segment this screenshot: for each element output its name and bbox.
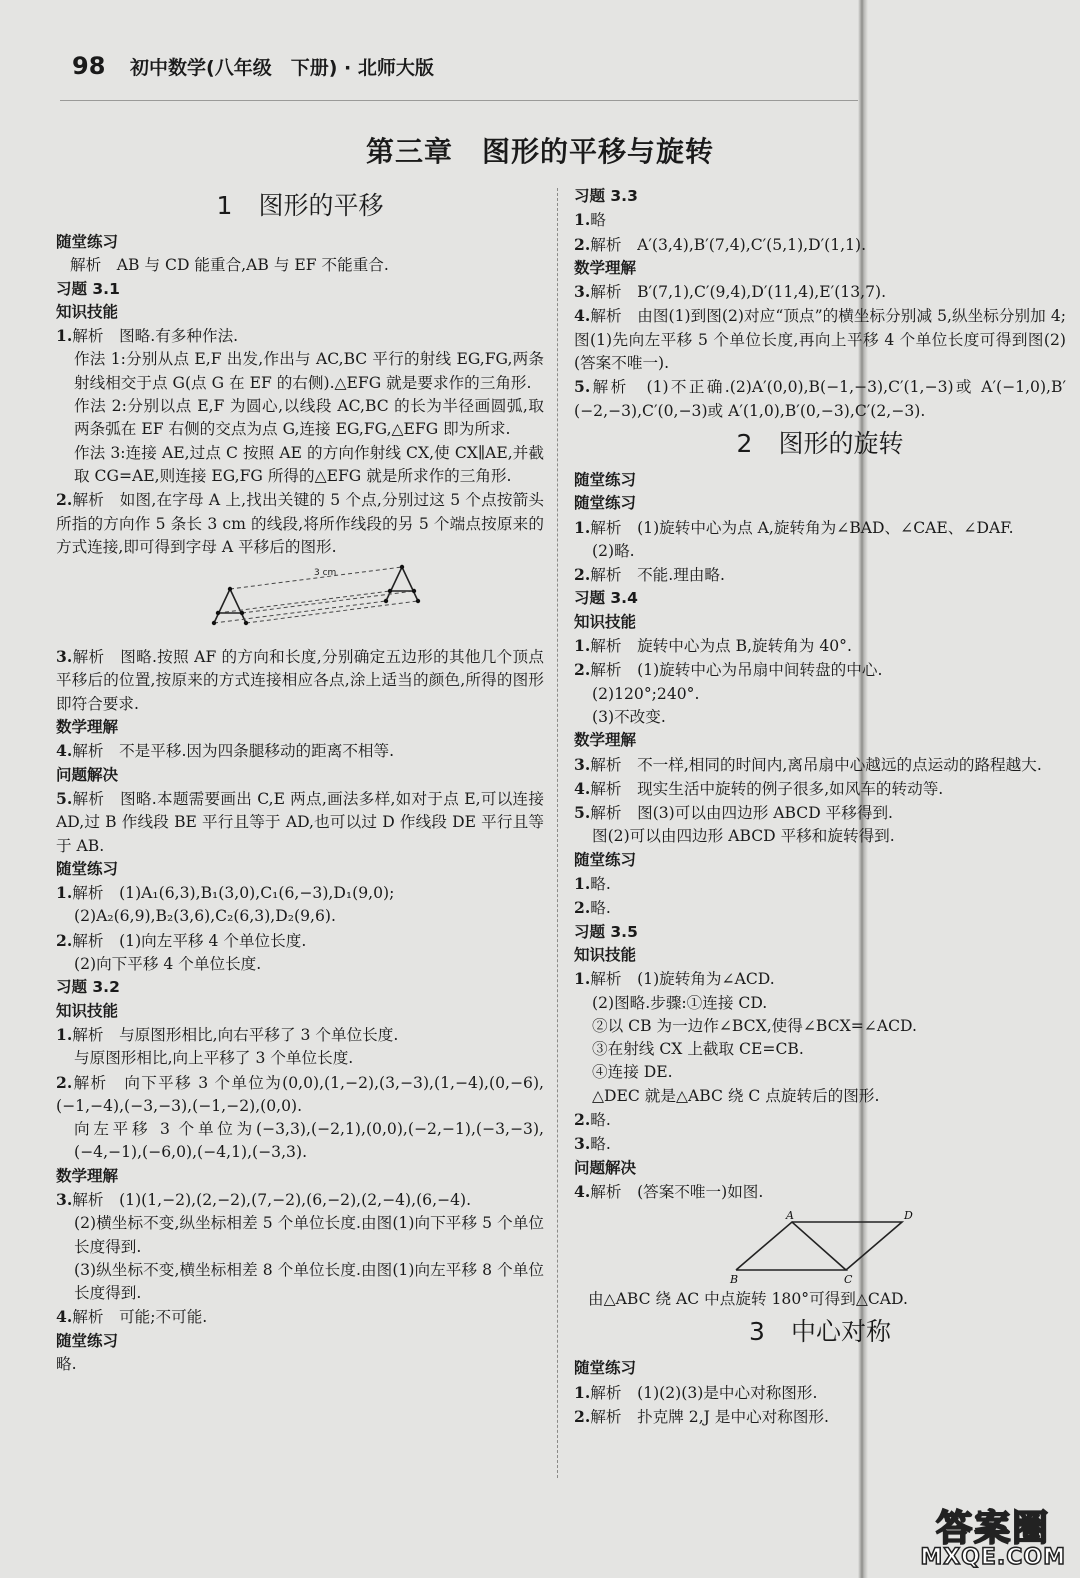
item-text: 解析 图略.有多种作法. (72, 327, 239, 346)
item-text: 略. (590, 1110, 611, 1129)
answer-item (56, 1023, 544, 1047)
subheading: 知识技能 (574, 612, 637, 631)
subheading: 随堂练习 (56, 859, 119, 878)
translation-segment (218, 591, 390, 613)
item-number: 2. (574, 234, 591, 254)
item-number: 1. (574, 874, 591, 894)
subheading: 数学理解 (574, 258, 637, 277)
item-number: 2. (574, 660, 591, 680)
subheading: 知识技能 (574, 945, 637, 964)
vertex-label: B (730, 1273, 739, 1287)
answer-item (574, 658, 1066, 682)
answer-text: (2)横坐标不变,纵坐标相差 5 个单位长度.由图(1)向下平移 5 个单位长度得到. (74, 1214, 544, 1256)
item-text: 解析 扑克牌 2,J 是中心对称图形. (590, 1408, 829, 1427)
answer-text: 作法 2:分别以点 E,F 为圆心,以线段 AC,BC 的长为半径画圆弧,取两条弧在 EF 右侧的交点为点 G,连接 EG,FG,△EFG 即为所求. (74, 397, 544, 439)
item-text: 解析 不是平移.因为四条腿移动的距离不相等. (72, 742, 395, 761)
key-point-translated (412, 589, 416, 593)
item-text: 略 (590, 211, 606, 230)
answer-item (56, 645, 544, 716)
answer-text: 作法 3:连接 AE,过点 C 按照 AE 的方向作射线 CX,使 CX∥AE,并截取 CG=AE,则连接 EG,FG 所得的△EFG 就是所求作的三角形. (74, 443, 544, 485)
subheading: 习题 3.2 (56, 978, 120, 997)
item-text: 解析 与原图形相比,向右平移了 3 个单位长度. (72, 1025, 399, 1044)
answer-item (574, 1108, 1066, 1132)
item-number: 1. (574, 1382, 591, 1402)
answer-item (574, 280, 1066, 304)
answer-item (574, 563, 1066, 587)
key-point-translated (384, 599, 388, 603)
item-number: 4. (56, 1307, 73, 1327)
column-divider (557, 188, 558, 1478)
item-number: 5. (574, 803, 591, 823)
triangle-abc (736, 1222, 846, 1270)
answer-item (56, 787, 544, 858)
subheading: 随堂练习 (56, 1331, 119, 1350)
item-text: 解析 (1)旋转中心为点 A,旋转角为∠BAD、∠CAE、∠DAF. (590, 518, 1014, 537)
item-text: 解析 可能;不可能. (72, 1308, 208, 1327)
triangle-cad (792, 1222, 902, 1270)
item-number: 1. (56, 883, 73, 903)
answer-text: 由△ABC 绕 AC 中点旋转 180°可得到△CAD. (588, 1290, 908, 1309)
section-number: 2 (736, 428, 753, 458)
item-text: 解析 (1)向左平移 4 个单位长度. (72, 931, 307, 950)
answer-item (574, 801, 1066, 825)
section-heading (574, 1315, 1066, 1349)
item-text: 解析 B′(7,1),C′(9,4),D′(11,4),E′(13,7). (590, 283, 887, 302)
item-number: 3. (574, 754, 591, 774)
section-title: 图形的旋转 (778, 428, 904, 458)
item-text: 解析 (1)(2)(3)是中心对称图形. (590, 1383, 818, 1402)
key-point-translated (416, 599, 420, 603)
item-text: 解析 由图(1)到图(2)对应“顶点”的横坐标分别减 5,纵坐标分别加 4;图(1)先向左平移 5 个单位长度,再向上平移 4 个单位长度可得到图(2)(答案不唯一). (574, 307, 1066, 373)
rotation-figure (724, 1208, 924, 1286)
answer-text: (2)略. (592, 541, 635, 560)
item-number: 4. (574, 1181, 591, 1201)
page-header (72, 52, 434, 80)
item-number: 1. (56, 326, 73, 346)
subheading: 问题解决 (56, 765, 119, 784)
answer-text: (2)120°;240°. (592, 684, 700, 703)
answer-text: ④连接 DE. (592, 1063, 673, 1082)
item-text: 解析 图略.按照 AF 的方向和长度,分别确定五边形的其他几个顶点平移后的位置,按原来的方式连接相应各点,涂上适当的颜色,所得的图形即符合要求. (56, 648, 544, 713)
answer-item (574, 634, 1066, 658)
item-number: 4. (574, 778, 591, 798)
answer-item (574, 233, 1066, 257)
answer-item (574, 208, 1066, 232)
item-number: 2. (56, 1072, 73, 1092)
section-number: 1 (216, 191, 233, 220)
answer-item (56, 1188, 544, 1212)
subheading: 数学理解 (574, 731, 637, 750)
answer-item (56, 1071, 544, 1119)
item-number: 5. (574, 377, 591, 397)
subheading: 随堂练习 (574, 494, 637, 513)
item-number: 3. (56, 647, 73, 667)
answer-text: △DEC 就是△ABC 绕 C 点旋转后的图形. (592, 1086, 880, 1105)
watermark-url: MXQE.COM (920, 1545, 1066, 1570)
vertex-label: C (844, 1273, 853, 1287)
item-text: 解析 图(3)可以由四边形 ABCD 平移得到. (590, 804, 893, 823)
answer-item (574, 1405, 1066, 1429)
section-heading (574, 427, 1066, 461)
item-number: 1. (574, 517, 591, 537)
answer-item (574, 753, 1066, 777)
answer-item (574, 872, 1066, 896)
item-text: 解析 如图,在字母 A 上,找出关键的 5 个点,分别过这 5 个点按箭头所指的方向作 5 条长 3 cm 的线段,将所作线段的另 5 个端点按原来的方式连接,即可得到字母 A 平移后的图形. (56, 491, 544, 556)
item-number: 2. (574, 898, 591, 918)
subheading: 随堂练习 (574, 1359, 637, 1378)
answer-item (56, 929, 544, 953)
key-point (244, 621, 248, 625)
answer-item (56, 1305, 544, 1329)
translation-segment (246, 601, 418, 623)
answer-text: (3)不改变. (592, 707, 666, 726)
answer-item (56, 324, 544, 348)
watermark-logo: 答案圈 (936, 1508, 1051, 1549)
item-text: 解析 图略.本题需要画出 C,E 两点,画法多样,如对于点 E,可以连接 AD,过 B 作线段 BE 平行且等于 AD,也可以过 D 作线段 DE 平行且等于 AB. (56, 789, 544, 855)
key-point (212, 621, 216, 625)
subheading: 随堂练习 (56, 233, 119, 251)
item-text: 解析 不一样,相同的时间内,离吊扇中心越远的点运动的路程越大. (590, 755, 1042, 774)
answer-item (574, 375, 1066, 423)
item-text: 解析 (1)A₁(6,3),B₁(3,0),C₁(6,−3),D₁(9,0); (72, 884, 395, 903)
item-text: 解析 现实生活中旋转的例子很多,如风车的转动等. (590, 779, 944, 798)
item-text: 略. (590, 899, 611, 918)
answer-text: ②以 CB 为一边作∠BCX,使得∠BCX=∠ACD. (592, 1016, 917, 1035)
item-text: 解析 不能.理由略. (590, 566, 725, 585)
item-number: 2. (56, 930, 73, 950)
answer-item (56, 488, 544, 559)
item-text: 解析 向下平移 3 个单位为(0,0),(1,−2),(3,−3),(1,−4),(0,−6),(−1,−4),(−3,−3),(−1,−2),(0,0). (56, 1073, 544, 1115)
left-column (56, 185, 544, 1376)
right-column (574, 185, 1066, 1429)
subheading: 知识技能 (56, 302, 119, 321)
key-point (216, 611, 220, 615)
item-number: 4. (56, 741, 73, 761)
book-title: 初中数学(八年级 下册) · 北师大版 (130, 57, 434, 79)
subheading: 习题 3.4 (574, 589, 638, 608)
answer-item (574, 967, 1066, 991)
answer-item (56, 739, 544, 763)
letter-a-original (214, 589, 246, 623)
section-title: 中心对称 (790, 1317, 891, 1347)
item-number: 2. (574, 1109, 591, 1129)
item-number: 3. (574, 1134, 591, 1154)
subheading: 数学理解 (56, 1166, 119, 1185)
answer-text: (2)向下平移 4 个单位长度. (74, 955, 262, 974)
item-text: 略. (590, 875, 611, 894)
page-number: 98 (72, 52, 106, 80)
item-text: 略. (590, 1135, 611, 1154)
answer-text: 向左平移 3 个单位为(−3,3),(−2,1),(0,0),(−2,−1),(−3,−3),(−4,−1),(−6,0),(−4,1),(−3,3). (74, 1120, 544, 1162)
item-number: 2. (574, 1407, 591, 1427)
answer-item (56, 881, 544, 905)
item-number: 3. (56, 1189, 73, 1209)
key-point (240, 611, 244, 615)
item-number: 5. (56, 788, 73, 808)
length-label: 3 cm (314, 568, 337, 579)
section-title: 图形的平移 (258, 191, 384, 220)
item-text: 解析 (1)(1,−2),(2,−2),(7,−2),(6,−2),(2,−4),(6,−4). (72, 1190, 472, 1209)
subheading: 习题 3.3 (574, 187, 638, 205)
item-text: 解析 A′(3,4),B′(7,4),C′(5,1),D′(1,1). (590, 235, 867, 254)
section-number: 3 (749, 1317, 765, 1347)
answer-text: 与原图形相比,向上平移了 3 个单位长度. (74, 1049, 354, 1068)
answer-item (574, 896, 1066, 920)
item-number: 4. (574, 306, 591, 326)
subheading: 知识技能 (56, 1001, 119, 1020)
answer-item (574, 1132, 1066, 1156)
item-text: 解析 旋转中心为点 B,旋转角为 40°. (590, 637, 852, 656)
answer-item (574, 777, 1066, 801)
translation-segment (214, 601, 386, 623)
subheading: 数学理解 (56, 718, 119, 737)
answer-item (574, 1381, 1066, 1405)
answer-text: 略. (56, 1355, 77, 1374)
subheading: 随堂练习 (574, 850, 637, 869)
vertex-label: A (786, 1209, 794, 1223)
answer-text: (3)纵坐标不变,横坐标相差 8 个单位长度.由图(1)向左平移 8 个单位长度得到. (74, 1260, 544, 1303)
item-number: 1. (574, 636, 591, 656)
subheading: 习题 3.1 (56, 279, 120, 298)
key-point-translated (388, 589, 392, 593)
answer-item (574, 1180, 1066, 1204)
answer-text: 图(2)可以由四边形 ABCD 平移和旋转得到. (592, 827, 895, 846)
subheading: 随堂练习 (574, 470, 637, 489)
item-text: 解析 (1)旋转中心为吊扇中间转盘的中心. (590, 661, 883, 680)
watermark (920, 1500, 1066, 1570)
item-number: 2. (574, 565, 591, 585)
item-number: 1. (56, 1024, 73, 1044)
item-number: 1. (574, 969, 591, 989)
answer-text: (2)A₂(6,9),B₂(3,6),C₂(6,3),D₂(9,6). (74, 907, 336, 926)
answer-item (574, 304, 1066, 375)
translation-figure (196, 563, 446, 643)
answer-text: ③在射线 CX 上截取 CE=CB. (592, 1040, 804, 1059)
translation-segment (242, 591, 414, 613)
chapter-title: 第三章 图形的平移与旋转 (365, 135, 714, 168)
item-text: 解析 (答案不唯一)如图. (590, 1182, 764, 1201)
header-rule (60, 100, 860, 101)
answer-text: 作法 1:分别从点 E,F 出发,作出与 AC,BC 平行的射线 EG,FG,两条射线相交于点 G(点 G 在 EF 的右侧).△EFG 就是要求作的三角形. (74, 350, 544, 392)
item-text: 解析 (1)不正确.(2)A′(0,0),B(−1,−3),C′(1,−3)或 A′(−1,0),B′(−2,−3),C′(0,−3)或 A′(1,0),B′(0,−3),C′(2,−3). (574, 378, 1066, 420)
key-point (228, 587, 232, 591)
item-number: 1. (574, 210, 591, 230)
item-text: 解析 (1)旋转角为∠ACD. (590, 970, 775, 989)
answer-text: 解析 AB 与 CD 能重合,AB 与 EF 不能重合. (70, 256, 389, 275)
subheading: 问题解决 (574, 1158, 637, 1177)
section-heading (56, 189, 544, 223)
vertex-label: D (904, 1209, 913, 1223)
item-number: 2. (56, 490, 73, 510)
answer-item (574, 516, 1066, 540)
subheading: 习题 3.5 (574, 922, 638, 941)
item-number: 3. (574, 282, 591, 302)
answer-text: (2)图略.步骤:①连接 CD. (592, 993, 768, 1012)
key-point-translated (400, 565, 404, 569)
letter-a-translated (386, 567, 418, 601)
